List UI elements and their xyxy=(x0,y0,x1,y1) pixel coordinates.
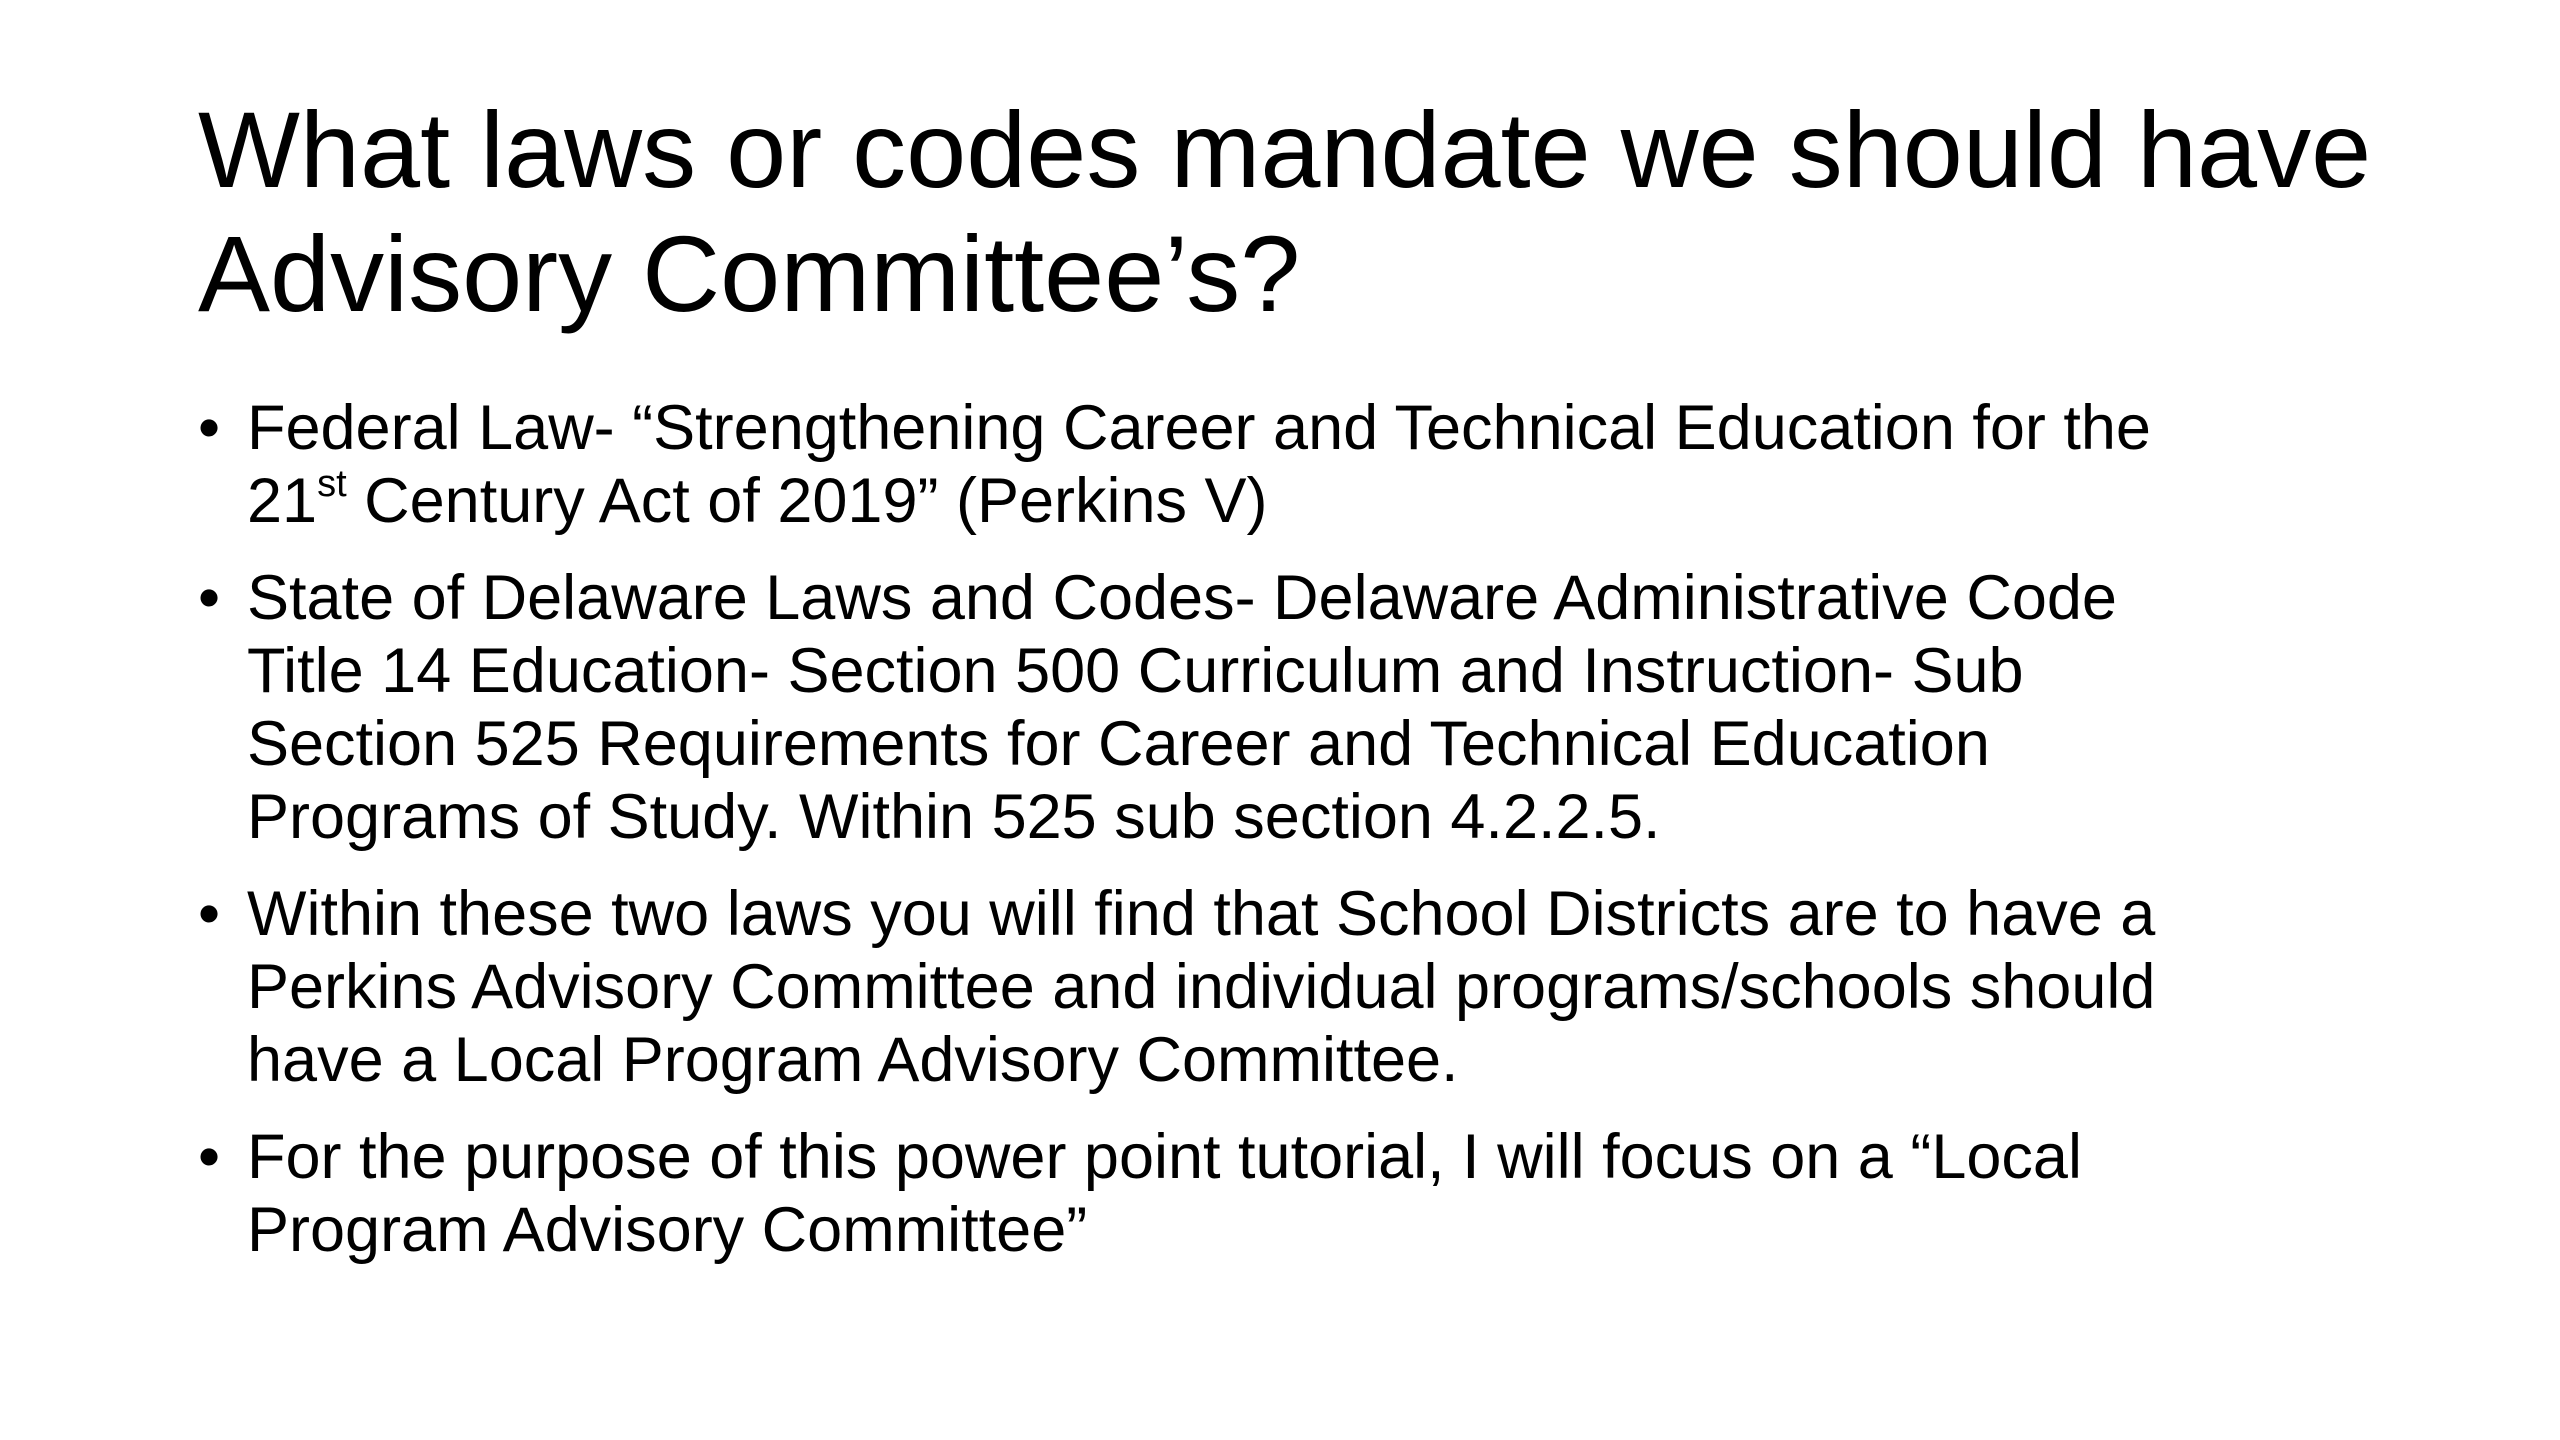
bullet-line: have a Local Program Advisory Committee. xyxy=(247,1025,1459,1095)
bullet-line: Perkins Advisory Committee and individual programs/schools should xyxy=(247,952,2156,1022)
bullet-item-tutorial-focus xyxy=(198,1121,2398,1267)
slide-title xyxy=(198,88,2398,336)
bullet-line: Program Advisory Committee” xyxy=(247,1195,1088,1265)
ordinal-suffix: st xyxy=(317,463,347,505)
ordinal-number: 21 xyxy=(247,466,318,536)
bullet-item-federal-law xyxy=(198,392,2398,538)
bullet-line xyxy=(247,465,2398,538)
bullet-item-delaware-code xyxy=(198,562,2398,854)
slide-title-line-2: Advisory Committee’s? xyxy=(198,213,1301,334)
bullet-line: For the purpose of this power point tutorial, I will focus on a “Local xyxy=(247,1122,2082,1192)
bullet-list xyxy=(198,392,2398,1291)
bullet-dot-icon: • xyxy=(198,393,221,463)
bullet-line: Within these two laws you will find that School Districts are to have a xyxy=(247,879,2156,949)
bullet-line: Federal Law- “Strengthening Career and Technical Education for the xyxy=(247,393,2151,463)
bullet-line: Title 14 Education- Section 500 Curriculum and Instruction- Sub xyxy=(247,636,2024,706)
slide-title-line-1: What laws or codes mandate we should have xyxy=(198,89,2372,210)
bullet-line-rest: Century Act of 2019” (Perkins V) xyxy=(346,466,1268,536)
bullet-item-two-laws xyxy=(198,878,2398,1097)
bullet-dot-icon: • xyxy=(198,879,221,949)
bullet-line: State of Delaware Laws and Codes- Delaware Administrative Code xyxy=(247,563,2117,633)
bullet-dot-icon: • xyxy=(198,563,221,633)
bullet-line: Programs of Study. Within 525 sub section 4.2.2.5. xyxy=(247,782,1661,852)
bullet-line: Section 525 Requirements for Career and Technical Education xyxy=(247,709,1990,779)
bullet-dot-icon: • xyxy=(198,1122,221,1192)
